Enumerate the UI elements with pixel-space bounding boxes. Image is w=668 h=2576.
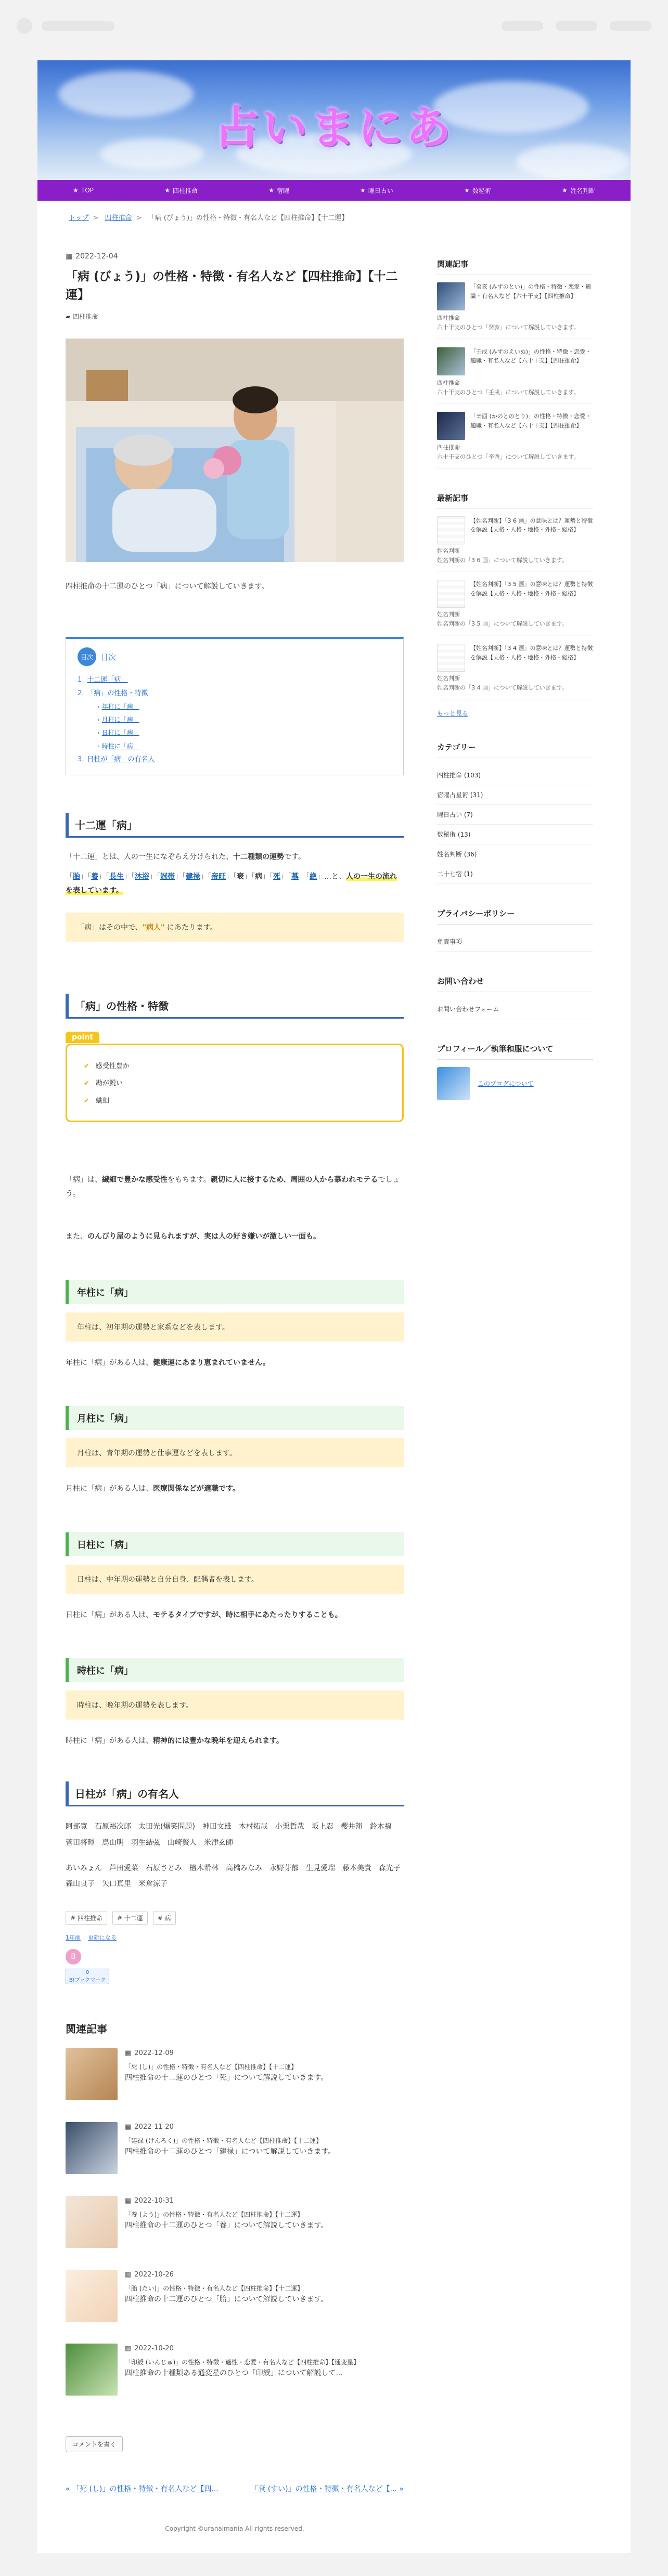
contact-link[interactable]: お問い合わせフォーム xyxy=(437,999,593,1019)
paragraph: 年柱に「病」がある人は、健康運にあまり恵まれていません。 xyxy=(66,1358,270,1367)
tag[interactable]: # 病 xyxy=(153,1911,176,1925)
sidebar-post[interactable]: 【姓名判断】「3 5 画」の意味とは？運勢と特徴を解説【天格・人格・地格・外格・総格】 xyxy=(437,580,593,608)
calendar-icon: ▦ xyxy=(66,252,73,261)
share-links: 1年前 更新になる xyxy=(66,1934,117,1942)
post-thumbnail xyxy=(437,516,465,544)
related-thumbnail xyxy=(66,2196,118,2248)
post-thumbnail xyxy=(437,412,465,440)
page-title: 「病 (びょう)」の性格・特徴・有名人など【四柱推命】【十二運】 xyxy=(66,270,398,302)
nav-item-shichusuimei[interactable]: ★ 四柱推命 xyxy=(164,187,198,194)
toc-link[interactable]: 「病」の性格・特徴 xyxy=(87,689,148,697)
sidebar-post[interactable]: 「辛酉 (かのとのとり)」の性格・特徴・恋愛・適職・有名人など【六十干支】【四柱推命】 xyxy=(437,412,593,440)
related-thumbnail xyxy=(66,2048,118,2100)
paragraph: 「十二運」とは、人の一生になぞらえ分けられた、十二種類の運勢です。 xyxy=(66,852,305,861)
post-thumbnail xyxy=(437,580,465,608)
toc-link[interactable]: 月柱に「病」 xyxy=(101,716,139,724)
write-comment-button[interactable]: コメントを書く xyxy=(66,2436,123,2452)
note-box: 日柱は、中年期の運勢と自分自身、配偶者を表します。 xyxy=(66,1565,404,1594)
related-thumbnail xyxy=(66,2344,118,2396)
page-container xyxy=(37,60,631,2553)
subsection-heading: 時柱に「病」 xyxy=(66,1658,404,1682)
star-icon: ★ xyxy=(562,187,568,194)
related-title: 関連記事 xyxy=(66,2023,107,2036)
post-thumbnail xyxy=(437,282,465,310)
section-heading: 日柱が「病」の有名人 xyxy=(66,1781,404,1806)
note-box: 「病」はその中で、"病人" にあたります。 xyxy=(66,913,404,942)
related-item[interactable]: ▦ 2022-10-20 「印綬 (いんじゅ)」の性格・特徴・適性・恋愛・有名人など【四柱推命】【通変星】 四柱推命の十種類ある通変星のひとつ「印綬」について解説して... xyxy=(66,2344,404,2396)
calendar-icon: ▦ xyxy=(125,2197,132,2205)
sidebar-heading: 関連記事 xyxy=(437,258,593,275)
more-link[interactable]: もっと見る xyxy=(437,709,469,717)
post-thumbnail xyxy=(437,644,465,672)
toc-link[interactable]: 年柱に「病」 xyxy=(101,703,139,710)
nav-item-suhijutsu[interactable]: ★ 数秘術 xyxy=(464,187,491,194)
sidebar-post[interactable]: 【姓名判断】「3 4 画」の意味とは？運勢と特徴を解説【天格・人格・地格・外格・総格】 xyxy=(437,644,593,672)
star-icon: ★ xyxy=(464,187,470,194)
category-item[interactable]: 四柱推命 (103) xyxy=(437,765,593,785)
related-item[interactable]: ▦ 2022-10-26 「胎 (たい)」の性格・特徴・有名人など【四柱推命】【十二運】 四柱推命の十二運のひとつ「胎」について解説していきます。 xyxy=(66,2270,404,2322)
paragraph: 「胎」「養」「長生」「沐浴」「冠帯」「建禄」「帝旺」「衰」「病」「死」「墓」「絶」…と、人の一生の流れを表しています。 xyxy=(66,873,397,895)
breadcrumb-current: 「病 (びょう)」の性格・特徴・有名人など【四柱推命】【十二運】 xyxy=(148,214,349,222)
star-icon: ★ xyxy=(73,187,79,194)
category-item[interactable]: 姓名判断 (36) xyxy=(437,844,593,864)
paragraph: 時柱に「病」がある人は、精神的には豊かな晩年を迎えられます。 xyxy=(66,1737,284,1746)
toc-link[interactable]: 日柱が「病」の有名人 xyxy=(87,755,155,763)
check-icon: ✔ xyxy=(84,1062,89,1070)
breadcrumb-category[interactable]: 四柱推命 xyxy=(105,214,132,222)
post-date: ▦ 2022-12-04 xyxy=(66,252,118,261)
site-header xyxy=(37,60,631,180)
category-item[interactable]: 数秘術 (13) xyxy=(437,825,593,844)
category-item[interactable]: 宿曜占星術 (31) xyxy=(437,785,593,805)
post-category[interactable]: ▰ 四柱推命 xyxy=(66,313,98,320)
sidebar-heading: カテゴリー xyxy=(437,741,593,758)
privacy-link[interactable]: 免責事項 xyxy=(437,932,593,952)
breadcrumb-home[interactable]: トップ xyxy=(69,214,89,222)
sidebar-heading: 最新記事 xyxy=(437,492,593,509)
calendar-icon: ▦ xyxy=(125,2345,132,2353)
point-box: point ✔ 感受性豊か ✔ 勘が鋭い ✔ 繊細 xyxy=(66,1044,404,1122)
subsection-heading: 年柱に「病」 xyxy=(66,1280,404,1304)
table-of-contents: 目次 目次 1. 十二運「病」 2. 「病」の性格・特徴 › 年柱に「病」 › 月柱に「病」 › 日柱に「病」 › 時柱に「病」 3. 日柱が「病」の有名人 xyxy=(66,637,404,775)
toc-link[interactable]: 日柱に「病」 xyxy=(101,729,139,737)
section-heading: 十二運「病」 xyxy=(66,813,404,838)
paragraph: 「病」は、繊細で豊かな感受性をもちます。親切に人に接するため、周囲の人から慕われモテるでしょう。 xyxy=(66,1175,400,1198)
sidebar-post[interactable]: 「壬戌 (みずのえいぬ)」の性格・特徴・恋愛・適職・有名人など【六十干支】【四柱推命】 xyxy=(437,347,593,375)
calendar-icon: ▦ xyxy=(125,2049,132,2058)
famous-men: 阿部寛 石原裕次郎 太田光(爆笑問題) 神田文雄 木村拓哉 小栗哲哉 坂上忍 櫻井翔 鈴木福 菅田将暉 鳥山明 羽生結弦 山崎賢人 米津玄師 xyxy=(66,1823,399,1847)
nav-item-top[interactable]: ★ TOP xyxy=(73,187,94,194)
check-icon: ✔ xyxy=(84,1097,89,1105)
note-box: 時柱は、晩年期の運勢を表します。 xyxy=(66,1690,404,1720)
global-nav xyxy=(37,180,631,201)
related-item[interactable]: ▦ 2022-10-31 「養 (よう)」の性格・特徴・有名人など【四柱推命】【十二運】 四柱推命の十二運のひとつ「養」について解説していきます。 xyxy=(66,2196,404,2248)
point-label: point xyxy=(66,1032,99,1043)
post-pager xyxy=(66,2483,404,2496)
prev-post-link[interactable]: « 「死 (し)」の性格・特徴・有名人など【四... xyxy=(66,2485,219,2494)
next-post-link[interactable]: 「衰 (すい)」の性格・特徴・有名人など【... » xyxy=(251,2485,404,2494)
subsection-heading: 月柱に「病」 xyxy=(66,1406,404,1430)
star-icon: ★ xyxy=(268,187,274,194)
star-icon: ★ xyxy=(360,187,366,194)
sidebar-heading: プライバシーポリシー xyxy=(437,908,593,925)
calendar-icon: ▦ xyxy=(125,2271,132,2279)
topbar-link-placeholder[interactable] xyxy=(502,21,543,31)
sidebar: 関連記事 「癸亥 (みずのとい)」の性格・特徴・恋愛・適職・有名人など【六十干支】【四柱推命】 四柱推命 六十干支のひとつ「癸亥」について解説していきます。 「壬戌 (みずのえいぬ)」の性格・特徴・恋愛・適職・有名人など【六十干支】【四柱推命】 四柱推命 六十干支のひとつ「壬戌」について解説していきます。 「辛酉 (かのとのとり)」の性格・特徴・恋愛・適職・有名人など【六十干支】【四柱推命】 四柱推命 六十干支のひとつ「辛酉」について解説していきます。 最新記事 【姓名判断】「3 6 画」の意味とは？運勢と特徴を解説【天格・人格・地格・外格・総格】 姓名判断 姓名判断の「3 6 画」について解説していきます。 【姓名判断】「3 5 画」の意味とは？運勢と特徴を解説【天格・人格・地格・外格・総格】 姓名判断 姓名判断の「3 5 画」について解説していきます。 【姓名判断】「3 4 画」の意味とは？運勢と特徴を解説【天格・人格・地格・外格・総格】 姓名判断 姓名判断の「3 4 画」について解説していきます。 もっと見る カテゴリー 四柱推命 (103) 宿曜占星術 (31) 曜日占い (7) 数秘術 (13) 姓名判断 (36) 二十七宿 (1) プライバシーポリシー 免責事項 お問い合わせ お問い合わせフォーム プロフィール／執筆和服について このブログについて xyxy=(437,233,593,2532)
toc-title: 目次 xyxy=(100,652,117,662)
sidebar-heading: プロフィール／執筆和服について xyxy=(437,1043,593,1060)
hatena-bookmark-button[interactable]: 0 B!ブックマーク xyxy=(66,1969,109,1984)
site-logo[interactable]: 占いまにあ xyxy=(214,102,454,154)
category-item[interactable]: 二十七宿 (1) xyxy=(437,864,593,884)
famous-women: あいみょん 芦田愛菜 石原さとみ 檀木希林 高橋みなみ 永野芽郁 生見愛瑠 藤本美貴 森光子 森山良子 矢口真里 米倉涼子 xyxy=(66,1864,408,1889)
star-icon: ★ xyxy=(164,187,170,194)
related-thumbnail xyxy=(66,2270,118,2322)
check-icon: ✔ xyxy=(84,1079,89,1088)
tag[interactable]: # 四柱推命 xyxy=(66,1911,107,1925)
sidebar-post[interactable]: 「癸亥 (みずのとい)」の性格・特徴・恋愛・適職・有名人など【六十干支】【四柱推命】 xyxy=(437,282,593,310)
section-heading: 「病」の性格・特徴 xyxy=(66,994,404,1019)
nav-item-youbi[interactable]: ★ 曜日占い xyxy=(360,187,393,194)
category-item[interactable]: 曜日占い (7) xyxy=(437,805,593,825)
intro-text: 四柱推命の十二運のひとつ「病」について解説していきます。 xyxy=(66,582,269,591)
article xyxy=(66,233,408,2533)
toc-link[interactable]: 時柱に「病」 xyxy=(101,742,139,750)
eyecatch-image xyxy=(66,339,404,562)
browser-topbar xyxy=(0,0,668,52)
profile-image xyxy=(437,1067,470,1100)
folder-icon: ▰ xyxy=(66,313,71,320)
nav-item-seimei[interactable]: ★ 姓名判断 xyxy=(562,187,595,194)
paragraph: 日柱に「病」がある人は、モテるタイプですが、時に相手にあたったりすることも。 xyxy=(66,1610,342,1619)
topbar-link-placeholder[interactable] xyxy=(610,21,651,31)
toc-link[interactable]: 十二運「病」 xyxy=(87,676,128,684)
paragraph: また、のんびり屋のように見られますが、実は人の好き嫌いが激しい一面も。 xyxy=(66,1232,320,1241)
sidebar-post[interactable]: 【姓名判断】「3 6 画」の意味とは？運勢と特徴を解説【天格・人格・地格・外格・総格】 xyxy=(437,516,593,544)
copyright: Copyright ©uranaimania All rights reserved. xyxy=(165,2525,304,2533)
site-name-placeholder xyxy=(42,21,114,31)
nav-item-sukuyo[interactable]: ★ 宿曜 xyxy=(268,187,289,194)
related-item[interactable]: ▦ 2022-11-20 「建禄 (けんろく)」の性格・特徴・有名人など【四柱推命】【十二運】 四柱推命の十二運のひとつ「建禄」について解説していきます。 xyxy=(66,2122,404,2174)
sidebar-heading: お問い合わせ xyxy=(437,975,593,992)
breadcrumb: トップ > 四柱推命 > 「病 (びょう)」の性格・特徴・有名人など【四柱推命】【十二運】 xyxy=(69,214,349,222)
post-thumbnail xyxy=(437,347,465,375)
toc-icon: 目次 xyxy=(78,647,96,666)
topbar-link-placeholder[interactable] xyxy=(556,21,597,31)
subsection-heading: 日柱に「病」 xyxy=(66,1532,404,1556)
paragraph: 月柱に「病」がある人は、医療関係などが適職です。 xyxy=(66,1485,240,1493)
related-thumbnail xyxy=(66,2122,118,2174)
note-box: 月柱は、青年期の運勢と仕事運などを表します。 xyxy=(66,1438,404,1467)
about-blog-link[interactable]: このブログについて xyxy=(478,1080,534,1088)
tag-list xyxy=(66,1911,404,1925)
related-item[interactable]: ▦ 2022-12-09 「死 (し)」の性格・特徴・有名人など【四柱推命】【十二運】 四柱推命の十二運のひとつ「死」について解説していきます。 xyxy=(66,2048,404,2100)
site-icon-placeholder xyxy=(17,18,32,34)
tag[interactable]: # 十二運 xyxy=(112,1911,148,1925)
calendar-icon: ▦ xyxy=(125,2123,132,2131)
share-icon[interactable]: B xyxy=(66,1949,81,1964)
note-box: 年柱は、初年期の運勢と家系などを表します。 xyxy=(66,1312,404,1342)
